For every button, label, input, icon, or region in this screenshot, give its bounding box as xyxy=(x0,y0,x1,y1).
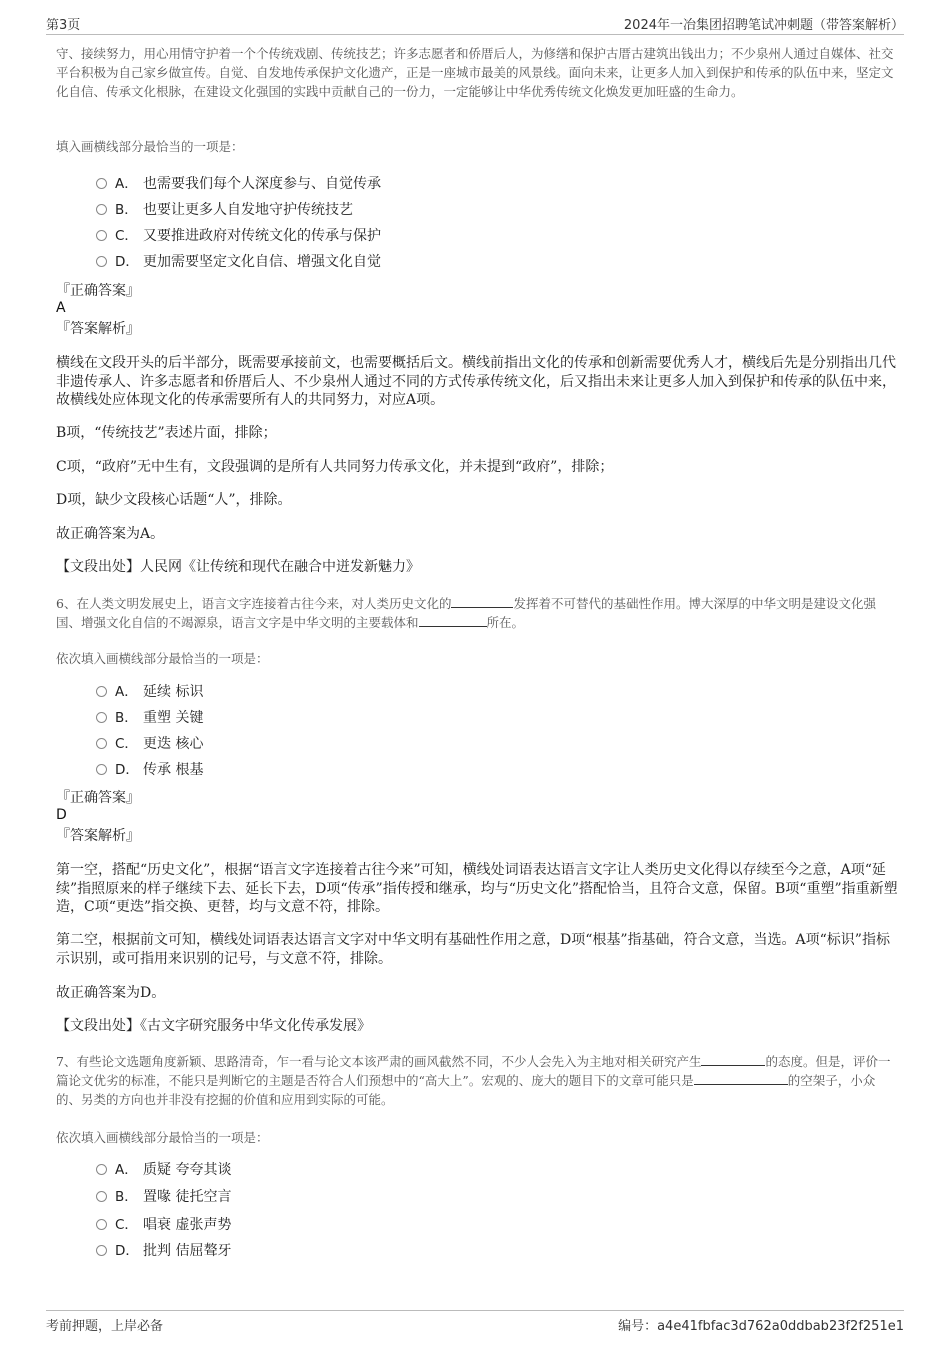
radio-icon[interactable] xyxy=(96,1191,107,1202)
q6-source: 【文段出处】《古文字研究服务中华文化传承发展》 xyxy=(56,1018,371,1034)
q6-answer: D xyxy=(56,807,67,823)
q6-analysis-p1: 第一空，搭配“历史文化”，根据“语言文字连接着古往今来”可知，横线处词语表达语言文字让人类历史文化得以存续至今之意，A项“延续”指照原来的样子继续下去、延长下去，D项“传承”指传授和继承，均与“历史文化”搭配恰当，且符合文意，保留。B项“重塑”指重新塑造，C项“更迭”指交换、更替，均与文意不符，排除。 xyxy=(56,862,898,915)
q5-passage-tail: 守、接续努力，用心用情守护着一个个传统戏剧、传统技艺；许多志愿者和侨厝后人，为修缮和保护古厝古建筑出钱出力；不少泉州人通过自媒体、社交平台积极为自己家乡做宣传。自觉、自发地传承保护文化遗产，正是一座城市最美的风景线。面向未来，让更多人加入到保护和传承的队伍中来，坚定文化自信、传承文化根脉，在建设文化强国的实践中贡献自己的一份力，一定能够让中华优秀传统文化焕发更加旺盛的生命力。 xyxy=(56,46,894,99)
q6-analysis-label: 『答案解析』 xyxy=(56,828,140,844)
q6-option-a[interactable]: A． 延续 标识 xyxy=(96,682,203,702)
radio-icon[interactable] xyxy=(96,712,107,723)
page-footer xyxy=(46,1310,904,1335)
q5-answer-label: 『正确答案』 xyxy=(56,283,140,299)
page-number: 第3页 xyxy=(46,18,81,33)
q5-option-c[interactable]: C． 又要推进政府对传统文化的传承与保护 xyxy=(96,226,381,246)
q7-option-c[interactable]: C． 唱衰 虚张声势 xyxy=(96,1215,231,1235)
q6-analysis-p3: 故正确答案为D。 xyxy=(56,985,166,1001)
q5-option-a[interactable]: A． 也需要我们每个人深度参与、自觉传承 xyxy=(96,174,381,194)
q6-prompt: 依次填入画横线部分最恰当的一项是： xyxy=(56,651,269,666)
document-title: 2024年一冶集团招聘笔试冲刺题（带答案解析） xyxy=(623,18,904,33)
radio-icon[interactable] xyxy=(96,256,107,267)
q7-option-b[interactable]: B． 置喙 徒托空言 xyxy=(96,1187,231,1207)
blank-line xyxy=(451,595,513,608)
radio-icon[interactable] xyxy=(96,1164,107,1175)
q6-option-b[interactable]: B． 重塑 关键 xyxy=(96,708,203,728)
q7-option-a[interactable]: A． 质疑 夸夸其谈 xyxy=(96,1160,231,1180)
q5-analysis-p2: B项，“传统技艺”表述片面，排除； xyxy=(56,425,277,441)
q5-analysis-label: 『答案解析』 xyxy=(56,321,140,337)
q5-analysis-p1: 横线在文段开头的后半部分，既需要承接前文，也需要概括后文。横线前指出文化的传承和创新需要优秀人才，横线后先是分别指出几代非遗传承人、许多志愿者和侨厝后人、不少泉州人通过不同的方式传承传统文化，后又指出未来让更多人加入到保护和传承的队伍中来，故横线处应体现文化的传承需要所有人的共同努力，对应A项。 xyxy=(56,355,896,408)
q5-analysis-p3: C项，“政府”无中生有，文段强调的是所有人共同努力传承文化，并未提到“政府”，排除； xyxy=(56,459,614,475)
q6-option-d[interactable]: D． 传承 根基 xyxy=(96,760,203,780)
q5-option-d[interactable]: D． 更加需要坚定文化自信、增强文化自觉 xyxy=(96,252,381,272)
blank-line xyxy=(694,1072,788,1085)
q7-prompt: 依次填入画横线部分最恰当的一项是： xyxy=(56,1130,269,1145)
radio-icon[interactable] xyxy=(96,230,107,241)
document-id: 编号：a4e41fbfac3d762a0ddbab23f2f251e1 xyxy=(618,1319,904,1334)
q5-analysis-p4: D项，缺少文段核心话题“人”，排除。 xyxy=(56,492,292,508)
q6-option-c[interactable]: C． 更迭 核心 xyxy=(96,734,203,754)
q7-option-d[interactable]: D． 批判 佶屈聱牙 xyxy=(96,1241,231,1261)
radio-icon[interactable] xyxy=(96,686,107,697)
blank-line xyxy=(419,614,487,627)
radio-icon[interactable] xyxy=(96,1219,107,1230)
q5-prompt: 填入画横线部分最恰当的一项是： xyxy=(56,139,244,154)
radio-icon[interactable] xyxy=(96,764,107,775)
q5-option-b[interactable]: B． 也要让更多人自发地守护传统技艺 xyxy=(96,200,353,220)
radio-icon[interactable] xyxy=(96,204,107,215)
page-header xyxy=(46,12,904,35)
q6-answer-label: 『正确答案』 xyxy=(56,790,140,806)
radio-icon[interactable] xyxy=(96,178,107,189)
q7-stem: 7、有些论文选题角度新颖、思路清奇，乍一看与论文本该严肃的画风截然不同，不少人会先入为主地对相关研究产生 的态度。但是，评价一篇论文优劣的标准，不能只是判断它的主题是否符合人们预想中的“高大上”。宏观的、庞大的题目下的文章可能只是 的空架子，小众的、另类的方向也并非没有挖掘的价值和应用到实际的可能。 xyxy=(56,1054,891,1107)
q6-stem: 6、在人类文明发展史上，语言文字连接着古往今来，对人类历史文化的 发挥着不可替代的基础性作用。博大深厚的中华文明是建设文化强国、增强文化自信的不竭源泉，语言文字是中华文明的主要载体和 所在。 xyxy=(56,596,876,630)
radio-icon[interactable] xyxy=(96,1245,107,1256)
footer-slogan: 考前押题，上岸必备 xyxy=(46,1319,164,1334)
radio-icon[interactable] xyxy=(96,738,107,749)
q5-source: 【文段出处】人民网《让传统和现代在融合中迸发新魅力》 xyxy=(56,559,420,575)
q5-answer: A xyxy=(56,300,66,316)
q6-analysis-p2: 第二空，根据前文可知，横线处词语表达语言文字对中华文明有基础性作用之意，D项“根基”指基础，符合文意，当选。A项“标识”指标示识别，或可指用来识别的记号，与文意不符，排除。 xyxy=(56,932,890,967)
q5-analysis-p5: 故正确答案为A。 xyxy=(56,526,165,542)
blank-line xyxy=(701,1053,765,1066)
